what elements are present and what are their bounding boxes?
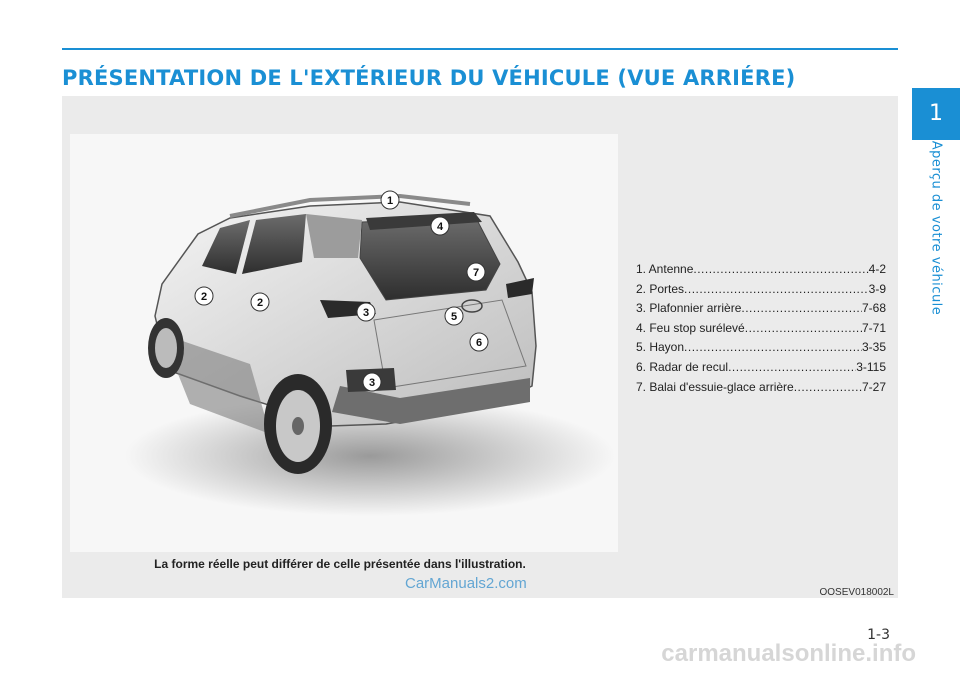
legend-item: [636, 319, 886, 339]
callout-2a: [195, 287, 213, 305]
callout-label: 1: [386, 195, 394, 207]
callout-label: 2: [256, 297, 264, 309]
top-rule: [62, 48, 898, 50]
legend-page: 3-35: [861, 340, 886, 355]
callout-3a: [357, 303, 375, 321]
footer-watermark[interactable]: carmanualsonline.info: [661, 640, 916, 667]
legend-label: 3. Plafonnier arrière: [636, 301, 742, 316]
callout-6: [470, 333, 488, 351]
callout-4: [431, 217, 449, 235]
legend-list: [636, 260, 886, 397]
legend-page: 7-68: [861, 301, 886, 316]
illustration-box: [70, 134, 618, 552]
rear-window: [360, 218, 500, 300]
legend-page: 7-71: [861, 320, 886, 335]
legend-label: 6. Radar de recul: [636, 359, 729, 374]
page-title: PRÉSENTATION DE L'EXTÉRIEUR DU VÉHICULE (VUE ARRIÉRE): [62, 66, 796, 90]
legend-label: 7. Balai d'essuie-glace arrière: [636, 379, 794, 394]
legend-label: 2. Portes: [636, 281, 685, 296]
callout-label: 4: [436, 221, 444, 233]
legend-page: 3-9: [868, 281, 886, 296]
image-code: OOSEV018002L: [819, 587, 894, 598]
legend-page: 7-27: [861, 379, 886, 394]
callout-7: [467, 263, 485, 281]
callout-2b: [251, 293, 269, 311]
legend-item: [636, 338, 886, 358]
callout-1: [381, 191, 399, 209]
callout-3b: [363, 373, 381, 391]
car-rear-illustration: [70, 134, 618, 552]
page-number: 1-3: [867, 627, 890, 643]
legend-item: [636, 280, 886, 300]
legend-item: [636, 260, 886, 280]
legend-label: 4. Feu stop surélevé: [636, 320, 745, 335]
chapter-side-title: Aperçu de votre véhicule: [928, 140, 944, 316]
footer: [0, 632, 960, 676]
legend-page: 4-2: [868, 262, 886, 276]
illustration-caption: La forme réelle peut différer de celle présentée dans l'illustration.: [154, 557, 526, 571]
watermark-link[interactable]: CarManuals2.com: [405, 575, 527, 592]
callout-label: 5: [450, 311, 458, 323]
callout-label: 7: [472, 267, 480, 279]
legend-item: [636, 299, 886, 319]
callout-5: [445, 307, 463, 325]
callout-label: 3: [362, 307, 370, 319]
callout-label: 2: [200, 291, 208, 303]
legend-page: 3-115: [856, 359, 886, 374]
rear-pillar: [306, 214, 362, 258]
callout-label: 3: [368, 377, 376, 389]
legend-item: [636, 358, 886, 378]
callout-label: 6: [475, 337, 483, 349]
chapter-tab[interactable]: 1: [912, 88, 960, 140]
legend-item: [636, 378, 886, 398]
legend-label: 5. Hayon: [636, 340, 685, 355]
legend-label: 1. Antenne: [636, 262, 694, 276]
